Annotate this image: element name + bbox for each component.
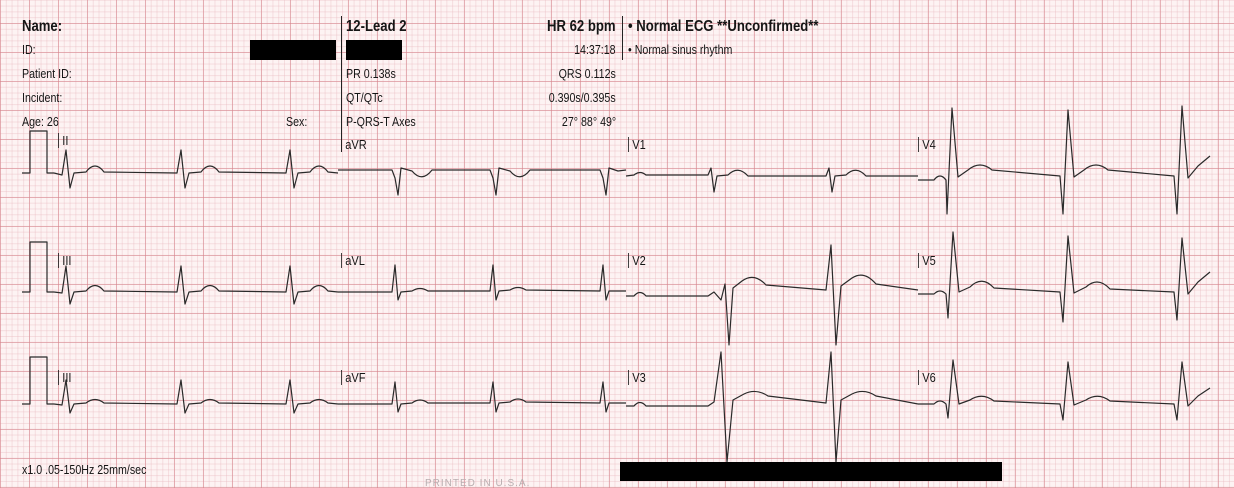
calibration-pulse-row-3 — [22, 357, 54, 404]
lead-label-v2: V2 — [628, 253, 646, 268]
qrs-duration: QRS 0.112s — [558, 66, 616, 81]
axes-label: P-QRS-T Axes — [346, 114, 416, 129]
id-label: ID: — [22, 42, 36, 57]
axes-values: 27° 88° 49° — [561, 114, 616, 129]
trace-v1 — [626, 168, 918, 192]
trace-v3 — [626, 352, 918, 462]
lead-label-avl: aVL — [341, 253, 365, 268]
recording-settings: x1.0 .05-150Hz 25mm/sec — [22, 462, 147, 477]
trace-v6 — [918, 360, 1210, 420]
patient-id-label: Patient ID: — [22, 66, 72, 81]
lead-label-v4: V4 — [918, 137, 936, 152]
trace-ii — [54, 150, 338, 188]
heart-rate: HR 62 bpm — [547, 18, 616, 35]
lead-label-v5: V5 — [918, 253, 936, 268]
lead-label-avf: aVF — [341, 370, 366, 385]
trace-iii-lower — [54, 380, 338, 413]
trace-avl — [338, 265, 626, 300]
lead-label-ii: II — [58, 133, 68, 148]
calibration-pulse-row-1 — [22, 131, 54, 173]
age-field: Age: 26 — [22, 114, 59, 129]
trace-v4 — [918, 106, 1210, 214]
pr-interval: PR 0.138s — [346, 66, 396, 81]
trace-avf — [338, 382, 626, 412]
lead-label-v6: V6 — [918, 370, 936, 385]
trace-avr — [338, 168, 626, 195]
interpretation-primary: • Normal ECG **Unconfirmed** — [628, 18, 819, 35]
lead-label-iii: III — [58, 253, 71, 268]
calibration-pulse-row-2 — [22, 242, 54, 292]
trace-iii — [54, 266, 338, 304]
qt-qtc-label: QT/QTc — [346, 90, 383, 105]
lead-title: 12-Lead 2 — [346, 18, 407, 35]
trace-v5 — [918, 232, 1210, 322]
trace-v2 — [626, 245, 918, 345]
lead-label-iii-rhythm: III — [58, 370, 71, 385]
printed-in-usa: PRINTED IN U.S.A. — [425, 478, 531, 488]
lead-label-v1: V1 — [628, 137, 646, 152]
sex-label: Sex: — [286, 114, 308, 129]
interpretation-secondary: • Normal sinus rhythm — [628, 42, 733, 57]
record-time: 14:37:18 — [574, 42, 616, 57]
incident-label: Incident: — [22, 90, 63, 105]
name-label: Name: — [22, 18, 63, 35]
redaction-box-footer — [620, 462, 1002, 481]
lead-label-avr: aVR — [341, 137, 367, 152]
lead-label-v3: V3 — [628, 370, 646, 385]
qt-values: 0.390s/0.395s — [549, 90, 616, 105]
